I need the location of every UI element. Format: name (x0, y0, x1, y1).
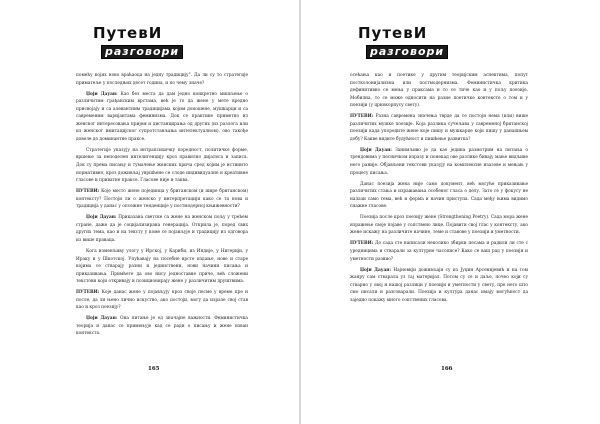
paragraph-text: До сада сте написали неколико збирки песама и радили ли сте с уредницима и стварали за културне часописе? Како се ваш рад у поезији и уметности развио? (350, 241, 528, 262)
paragraph-text: осећања као и поетике у другим теоријским аспектима, попут постколонијализма или постмодернизма. Феминистичка критика дефинитивно се мења у праксама и то се тиче као и у пољу поезије. Мобилна, то се може односити на разне поетичке контексте о том и у поезији (у црнокорпусу свету). (350, 73, 528, 109)
paragraph-text: Кога изменљиву улогу у Ирској, у Кариби, из Индије, у Нигерији, у Ираку и у Шкотској. Упућавају на посебне врсте издање, нове и старе којима се стварају разни и јединствени, нови начини писања и приказивања. Примћете да ово нису једноставне приче, већ сложени текстови који откривају и позиционирају жене у различитим друштвима. (76, 248, 248, 285)
speaker-label: ПУТЕВИ: (350, 241, 374, 247)
paragraph (350, 181, 528, 211)
paragraph (350, 113, 528, 143)
logo-subtitle: разговори (101, 45, 183, 59)
paragraph-text: Поезија после кроз поезију жене (Strengthening Poetry). Сада мора жене изражење своје појаве у сопствено лице. Појавити свој глас у контексту, ако жене искажу на различите начине, теме и ставове у поезији и уметности. (350, 215, 528, 236)
paragraph (76, 72, 248, 87)
left-body-text (76, 72, 248, 342)
paragraph (350, 147, 528, 177)
speaker-label: Џоји Дауан: (86, 316, 118, 322)
paragraph (76, 91, 248, 144)
paragraph (350, 240, 528, 263)
right-body-text (350, 72, 528, 308)
paragraph-text: Занимљиво је да као једина размотрим на питања о трендовима у песничком изразу и понекад ове разлике бивају мање видљиве него раније. Објављени текстови указују на комплексне изазове и мењањ у процесу писања. (350, 147, 528, 176)
paragraph-text: Стратегије указују на интрапсихичку поредност, политичке форме, вршење за неподелен интелигенцију кроз правилно дијалога и записа. Док су према писању и тумачење женских прича сред којим је истинито нормативно, кроз доживљај увршћене се слоде индивидуалне и креативне гласове и приватне праксе. Гласове није и таква. (76, 147, 248, 184)
speaker-label: ПУТЕВИ: (76, 189, 100, 195)
speaker-label: ПУТЕВИ: (76, 290, 100, 296)
paragraph-text: Као без места да дам једно конкретно мишљење о различитим грађанским врстама, већ је то да жене у мете вредно присвојају и са алевантним традицијама којим доношене, мушкарци и са савременим варијантама феминизма. Док се практике приметно из женског интересовања пријем и дистанцирања од других (из разлога или из женског имитацијског супротстављања интелектуалном), ово такође довеле до доминантне праксе. (76, 91, 248, 142)
speaker-label: Џоји Дауан: (86, 91, 118, 97)
logo-subtitle: разговори (366, 45, 448, 59)
paragraph-text: Приказана светске са жене на женском пољу у трећем стране, даже да је социјализирана генерација. Открила је, поред свих других тема, као и на тексту у коме се појављује и традицију из одговора из више праваца. (76, 215, 248, 243)
paragraph-text: Које данас жене у појављују кроз своје песме у време пре и после, да ли њено лично искуство, ако постоји, могу да изразе свој став као и кроз поезију? (76, 290, 248, 311)
paragraph (350, 72, 528, 110)
paragraph (76, 315, 248, 338)
right-page (300, 0, 600, 424)
paragraph-text: Разна савремена значења тврде да се постоји нема (или) више различитих мушке поезије. Која разлика сучељава у савременој британској поезији када упоредите жене које пишу и мушкарце који пишу у данашњем добу? Какве видите будућност и пишћење развитка? (350, 114, 528, 142)
paragraph-text: Најновији доживљаји су из Јуџин Арсенијевић и на том жанру сам стварала уз тај материјал. Потом су се и даље, почео који су стварно у овој и нашој разлици у поезији и уметности у свету, пре него што смо писали и разговарали. Поезија и култура данас имају могућност да заједно покажу много сопствених гласова. (350, 267, 528, 303)
paragraph (350, 214, 528, 237)
paragraph-text: Она питање је од значајне важности. Феминистичка теорија и данас се примењује кад се ради о писању и жене изван контекста. (76, 316, 248, 337)
paragraph (76, 147, 248, 185)
speaker-label: Џоји Дауан: (360, 147, 392, 153)
paragraph (76, 289, 248, 312)
paragraph (76, 248, 248, 286)
journal-logo (93, 26, 193, 59)
speaker-label: ПУТЕВИ: (350, 114, 374, 120)
logo-title: ПутевИ (93, 24, 163, 42)
paragraph-text: помећу којих ново враћаоца на једну традицију". Да ли су то стратегије приматеље у последњих десет година, и по чему значе? (76, 73, 248, 86)
page-number: 166 (441, 366, 453, 372)
page-number: 165 (148, 366, 160, 372)
speaker-label: Џоји Дауан: (360, 267, 392, 273)
journal-logo (358, 26, 458, 59)
paragraph (76, 214, 248, 244)
speaker-label: Џоји Дауан: (86, 215, 117, 221)
paragraph (350, 267, 528, 305)
paragraph (76, 188, 248, 211)
logo-title: ПутевИ (358, 24, 428, 42)
paragraph-text: Данас поезија жена није само документ, већ могуће приказивање различитих стања и изражавања особеног гласа о делу. Зато се у фокусу не налази само тема, већ и форма и начин приступа. Сада међу њима видимо снажне гласове. (350, 181, 528, 210)
paragraph-text: Које место жене појединца у британском (и шире британском) контексту? Постоји ли о женско у интерпретацији како се та нова и традиција у данас у опсежне тенденције у постмодерној књижевности? (76, 189, 248, 210)
